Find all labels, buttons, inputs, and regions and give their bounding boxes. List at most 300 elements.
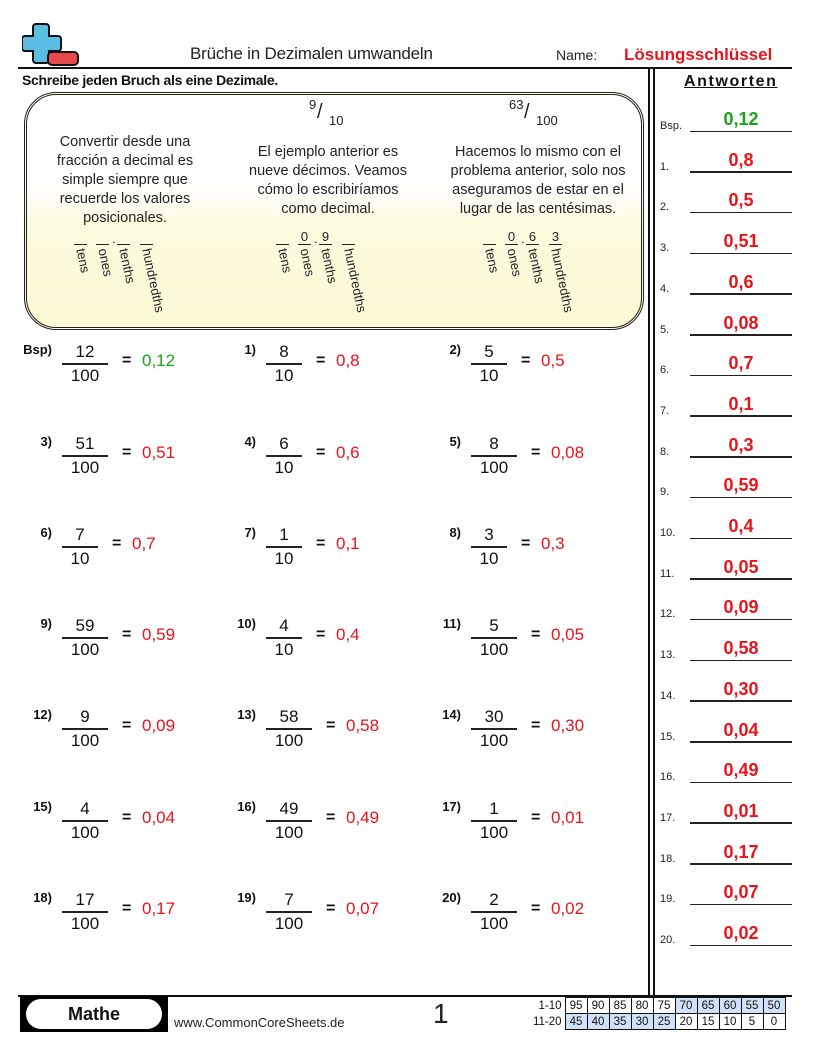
- answer-label: 20.: [660, 934, 676, 946]
- problem-number: 20): [442, 890, 461, 905]
- denominator: 100: [70, 365, 100, 385]
- denominator: 100: [274, 730, 304, 750]
- tens-slot: [276, 229, 289, 245]
- denominator: 100: [479, 639, 509, 659]
- denominator: 10: [70, 548, 90, 568]
- fraction: [62, 799, 108, 843]
- fraction: [62, 707, 108, 751]
- score-cell: 35: [609, 1014, 631, 1030]
- score-cell: 15: [697, 1014, 719, 1030]
- answer-value: 0,01: [551, 808, 585, 827]
- score-cell: 0: [763, 1014, 785, 1030]
- answer-label: 1.: [660, 160, 670, 173]
- answer-label: 3.: [660, 242, 670, 255]
- answer-value: 0,30: [723, 678, 759, 699]
- answer-value: 0,51: [723, 231, 759, 252]
- score-cell: 60: [719, 998, 741, 1014]
- answer-value: 0,09: [142, 716, 176, 735]
- fraction: [62, 890, 108, 934]
- fraction-slash: /: [317, 101, 323, 123]
- answer-value: 0,04: [723, 719, 759, 740]
- fraction-bar: [62, 911, 108, 913]
- fraction-bar: [62, 728, 108, 730]
- score-table: [525, 997, 786, 1030]
- fraction: [266, 434, 302, 478]
- fraction-bar: [62, 363, 108, 365]
- fraction: [62, 434, 108, 478]
- explanation-column-3: [436, 143, 640, 219]
- equals-sign: =: [531, 444, 541, 461]
- problem-number: 2): [449, 342, 461, 357]
- problem-number: 5): [449, 434, 461, 449]
- column-divider: [648, 68, 650, 996]
- score-row-label: 11-20: [532, 1015, 562, 1028]
- fraction-slash: /: [524, 101, 530, 123]
- answer-value: 0,05: [551, 625, 585, 644]
- tenths-label: tenths: [116, 247, 139, 285]
- tens-label: tens: [73, 247, 94, 275]
- answer-value: 0,6: [336, 443, 360, 462]
- fraction-bar: [471, 820, 517, 822]
- answer-value: 0,7: [728, 353, 754, 374]
- answer-value: 0,58: [346, 716, 380, 735]
- decimal-point: .: [521, 231, 525, 246]
- answer-line: [690, 945, 792, 947]
- fraction-bar: [266, 546, 302, 548]
- score-cell: 50: [763, 998, 785, 1014]
- problem-number: 12): [33, 707, 52, 722]
- text-line: recuerde los valores: [59, 191, 191, 207]
- subject-badge: Mathe: [26, 999, 162, 1029]
- equals-sign: =: [316, 535, 326, 552]
- fraction-bar: [266, 363, 302, 365]
- denominator: 100: [70, 457, 100, 477]
- score-cell: 10: [719, 1014, 741, 1030]
- answer-line: [690, 253, 792, 255]
- answer-row: [660, 338, 792, 378]
- problem-number: 13): [237, 707, 256, 722]
- answer-row: [660, 827, 792, 867]
- fraction-bar: [266, 911, 312, 913]
- answer-row: [660, 745, 792, 785]
- text-line: Convertir desde una: [59, 134, 191, 150]
- answer-value: 0,7: [132, 534, 156, 553]
- fraction-denominator: 10: [329, 113, 344, 128]
- fraction-bar: [471, 911, 517, 913]
- answer-value: 0,30: [551, 716, 585, 735]
- answer-line: [690, 375, 792, 377]
- ones-slot: [96, 229, 109, 245]
- denominator: 100: [70, 730, 100, 750]
- equals-sign: =: [531, 900, 541, 917]
- denominator: 100: [70, 639, 100, 659]
- denominator: 100: [479, 457, 509, 477]
- fraction-bar: [266, 637, 302, 639]
- numerator: 5: [489, 616, 499, 635]
- answer-line: [690, 782, 792, 784]
- answer-label: 15.: [660, 730, 676, 743]
- text-line: simple siempre que: [62, 172, 188, 188]
- fraction: [471, 342, 507, 386]
- answer-label: 18.: [660, 852, 676, 865]
- answer-label: 5.: [660, 323, 670, 336]
- answer-value: 0,59: [142, 625, 176, 644]
- equals-sign: =: [122, 352, 132, 369]
- score-cell: 75: [653, 998, 675, 1014]
- answer-value: 0,4: [728, 516, 754, 536]
- fraction-numerator: 9: [309, 97, 317, 112]
- fraction: [471, 890, 517, 934]
- text-line: nueve décimos. Veamos: [249, 163, 407, 179]
- problem-number: 10): [237, 616, 256, 631]
- hundredths-slot: [342, 229, 355, 245]
- ones-slot: 0: [298, 229, 311, 245]
- answer-value: 0,04: [142, 808, 176, 827]
- text-line: como decimal.: [281, 201, 375, 217]
- fraction: [266, 342, 302, 386]
- answer-label: Bsp.: [660, 120, 683, 132]
- equals-sign: =: [122, 444, 132, 461]
- answer-row: [660, 542, 792, 582]
- explanation-text: [25, 133, 225, 228]
- answer-label: 10.: [660, 527, 676, 539]
- problem-number: 16): [237, 799, 256, 814]
- answer-line: [690, 334, 792, 336]
- answer-line: [690, 171, 792, 173]
- numerator: 8: [489, 434, 499, 453]
- answer-label: 13.: [660, 649, 676, 662]
- equals-sign: =: [122, 809, 132, 826]
- answer-value: 0,08: [551, 443, 585, 462]
- answer-value: 0,8: [336, 351, 360, 370]
- score-row-1-10: [525, 998, 785, 1014]
- tenths-slot: 6: [526, 229, 539, 245]
- explanation-text: [228, 143, 428, 219]
- fraction-numerator: 63: [509, 97, 524, 112]
- denominator: 100: [70, 913, 100, 933]
- answer-label: 2.: [660, 201, 670, 214]
- problem-number: 17): [442, 799, 461, 814]
- equals-sign: =: [122, 717, 132, 734]
- fraction-bar: [471, 728, 517, 730]
- fraction: [62, 616, 108, 660]
- decimal-point: .: [112, 231, 116, 246]
- equals-sign: =: [531, 626, 541, 643]
- problem-number: 19): [237, 890, 256, 905]
- answer-value: 0,3: [728, 434, 754, 455]
- score-cell: 65: [697, 998, 719, 1014]
- answer-value: 0,1: [728, 393, 754, 414]
- answer-value: 0,49: [346, 808, 380, 827]
- answer-value: 0,59: [723, 475, 759, 496]
- denominator: 100: [274, 822, 304, 842]
- numerator: 59: [75, 616, 95, 635]
- denominator: 100: [479, 913, 509, 933]
- answer-label: 7.: [660, 404, 670, 417]
- answer-value: 0,02: [723, 923, 759, 943]
- fraction: [62, 525, 98, 569]
- answer-line: [690, 741, 792, 743]
- answer-value: 0,08: [723, 312, 759, 333]
- answer-line: [690, 131, 792, 133]
- fraction: [471, 525, 507, 569]
- score-cell: 30: [631, 1014, 653, 1030]
- problem-number: 8): [449, 525, 461, 540]
- numerator: 3: [484, 525, 494, 544]
- problem-number: 4): [244, 434, 256, 449]
- problem-number: 6): [40, 525, 52, 540]
- ones-label: ones: [297, 247, 318, 278]
- answer-row: [660, 908, 792, 948]
- problem-number: 18): [33, 890, 52, 905]
- answer-value: 0,12: [723, 109, 759, 129]
- answer-row: [660, 257, 792, 297]
- text-line: El ejemplo anterior es: [257, 144, 399, 160]
- numerator: 2: [489, 890, 499, 909]
- equals-sign: =: [316, 444, 326, 461]
- hundredths-label: hundredths: [341, 247, 370, 314]
- score-row-11-20: [525, 1014, 785, 1030]
- answer-value: 0,51: [142, 443, 176, 462]
- numerator: 9: [80, 707, 90, 726]
- explanation-box: [24, 92, 644, 330]
- worksheet-title: Brüche in Dezimalen umwandeln: [190, 44, 433, 63]
- answer-row: [660, 175, 792, 215]
- answer-line: [690, 212, 792, 214]
- answer-row: [660, 786, 792, 826]
- problem-number: 9): [40, 616, 52, 631]
- numerator: 7: [75, 525, 85, 544]
- answer-row: [660, 420, 792, 460]
- numerator: 58: [279, 707, 299, 726]
- text-line: cómo lo escribiríamos: [257, 182, 399, 198]
- answer-line: [690, 538, 792, 540]
- numerator: 17: [75, 890, 95, 909]
- answer-label: 6.: [660, 364, 670, 377]
- equals-sign: =: [316, 626, 326, 643]
- score-cell: 25: [653, 1014, 675, 1030]
- page-number: 1: [433, 998, 449, 1029]
- fraction: [471, 707, 517, 751]
- explanation-column-1: [25, 133, 225, 228]
- answer-value: 0,5: [541, 351, 565, 370]
- answer-row: [660, 216, 792, 256]
- answer-label: 17.: [660, 811, 676, 824]
- equals-sign: =: [122, 626, 132, 643]
- fraction: [266, 799, 312, 843]
- score-cell: 20: [675, 1014, 697, 1030]
- fraction-bar: [62, 820, 108, 822]
- answer-line: [690, 863, 792, 865]
- name-label: Name:: [556, 47, 598, 63]
- answer-value: 0,5: [728, 190, 754, 211]
- fraction: [266, 616, 302, 660]
- instructions: Schreibe jeden Bruch als eine Dezimale.: [22, 72, 278, 88]
- answer-row: [660, 379, 792, 419]
- tenths-label: tenths: [525, 247, 548, 285]
- denominator: 10: [274, 639, 294, 659]
- answer-value: 0,01: [723, 800, 759, 821]
- answer-value: 0,17: [723, 841, 759, 862]
- website-link[interactable]: www.CommonCoreSheets.de: [174, 1015, 345, 1030]
- numerator: 6: [279, 434, 289, 453]
- answer-line: [690, 415, 792, 417]
- text-line: aseguramos de estar en el: [452, 182, 624, 198]
- answer-line: [690, 619, 792, 621]
- column-divider: [653, 68, 655, 996]
- answer-row: [660, 501, 792, 541]
- answer-label: 9.: [660, 486, 670, 499]
- answer-label: 4.: [660, 282, 670, 295]
- answer-value: 0,07: [346, 899, 380, 918]
- problem-number: 1): [244, 342, 256, 357]
- answer-value: 0,02: [551, 899, 585, 918]
- numerator: 4: [279, 616, 289, 635]
- answer-line: [690, 700, 792, 702]
- explanation-column-2: [228, 143, 428, 219]
- numerator: 8: [279, 342, 289, 361]
- answer-value: 0,1: [336, 534, 360, 553]
- problem-number: 3): [40, 434, 52, 449]
- answer-line: [690, 822, 792, 824]
- equals-sign: =: [521, 535, 531, 552]
- fraction-bar: [62, 455, 108, 457]
- fraction: [471, 616, 517, 660]
- tenths-label: tenths: [318, 247, 341, 285]
- answer-row: [660, 623, 792, 663]
- fraction: [266, 525, 302, 569]
- problem-number: 7): [244, 525, 256, 540]
- hundredths-slot: 3: [549, 229, 562, 245]
- answer-label: 12.: [660, 608, 676, 621]
- fraction-bar: [266, 455, 302, 457]
- score-cell: 85: [609, 998, 631, 1014]
- denominator: 100: [274, 913, 304, 933]
- score-cell: 80: [631, 998, 653, 1014]
- denominator: 100: [479, 822, 509, 842]
- answer-row: [660, 582, 792, 622]
- problem-number: Bsp): [23, 342, 52, 357]
- numerator: 30: [484, 707, 504, 726]
- ones-label: ones: [504, 247, 525, 278]
- explanation-text: [436, 143, 640, 219]
- denominator: 10: [479, 365, 499, 385]
- equals-sign: =: [531, 717, 541, 734]
- answer-value: 0,05: [723, 556, 759, 577]
- tenths-slot: 9: [319, 229, 332, 245]
- answer-line: [690, 660, 792, 662]
- text-line: problema anterior, solo nos: [450, 163, 626, 179]
- numerator: 5: [484, 342, 494, 361]
- answer-value: 0,49: [723, 760, 759, 781]
- equals-sign: =: [521, 352, 531, 369]
- hundredths-label: hundredths: [139, 247, 168, 314]
- plus-minus-logo-icon: [22, 22, 80, 68]
- numerator: 12: [75, 342, 95, 361]
- equals-sign: =: [316, 352, 326, 369]
- equals-sign: =: [531, 809, 541, 826]
- equals-sign: =: [112, 535, 122, 552]
- fraction: [471, 799, 517, 843]
- header-divider: [18, 67, 792, 69]
- fraction-bar: [471, 637, 517, 639]
- score-cell: 5: [741, 1014, 763, 1030]
- answer-row: [660, 460, 792, 500]
- ones-label: ones: [95, 247, 116, 278]
- answer-line: [690, 497, 792, 499]
- answer-value: 0,4: [336, 625, 360, 644]
- ones-slot: 0: [505, 229, 518, 245]
- name-value: Lösungsschlüssel: [624, 45, 773, 64]
- fraction-bar: [62, 546, 98, 548]
- answer-value: 0,07: [723, 882, 759, 903]
- answer-value: 0,17: [142, 899, 176, 918]
- answer-row-example: [660, 94, 792, 134]
- equals-sign: =: [122, 900, 132, 917]
- tenths-slot: [117, 229, 130, 245]
- text-line: fracción a decimal es: [56, 153, 194, 169]
- numerator: 51: [75, 434, 95, 453]
- text-line: lugar de las centésimas.: [459, 201, 617, 217]
- score-cell: 95: [565, 998, 587, 1014]
- answer-value: 0,8: [728, 149, 754, 170]
- answer-value: 0,6: [728, 271, 754, 292]
- denominator: 10: [274, 457, 294, 477]
- tens-label: tens: [482, 247, 503, 275]
- answer-row: [660, 135, 792, 175]
- answer-row: [660, 664, 792, 704]
- fraction-bar: [471, 455, 517, 457]
- answer-label: 8.: [660, 445, 670, 458]
- tens-label: tens: [275, 247, 296, 275]
- numerator: 49: [279, 799, 299, 818]
- fraction-bar: [266, 728, 312, 730]
- denominator: 100: [70, 822, 100, 842]
- answer-line: [690, 578, 792, 580]
- numerator: 1: [279, 525, 289, 544]
- denominator: 10: [479, 548, 499, 568]
- score-cell: 45: [565, 1014, 587, 1030]
- score-cell: 40: [587, 1014, 609, 1030]
- answer-value: 0,09: [723, 597, 759, 618]
- numerator: 1: [489, 799, 499, 818]
- denominator: 100: [479, 730, 509, 750]
- answer-row: [660, 298, 792, 338]
- denominator: 10: [274, 548, 294, 568]
- answer-label: 11.: [660, 567, 675, 580]
- fraction-bar: [471, 363, 507, 365]
- answer-label: 16.: [660, 771, 676, 784]
- numerator: 4: [80, 799, 90, 818]
- equals-sign: =: [326, 900, 336, 917]
- numerator: 7: [284, 890, 294, 909]
- text-line: Hacemos lo mismo con el: [455, 144, 621, 160]
- tens-slot: [74, 229, 87, 245]
- decimal-point: .: [314, 231, 318, 246]
- fraction-bar: [62, 637, 108, 639]
- fraction: [471, 434, 517, 478]
- answer-value: 0,12: [142, 351, 176, 370]
- problem-number: 11): [442, 616, 461, 631]
- fraction-bar: [266, 820, 312, 822]
- answer-label: 19.: [660, 893, 676, 906]
- problem-number: 15): [33, 799, 52, 814]
- score-row-label: 1-10: [538, 999, 562, 1012]
- fraction-denominator: 100: [536, 113, 558, 128]
- fraction: [266, 707, 312, 751]
- score-cell: 90: [587, 998, 609, 1014]
- answer-value: 0,58: [723, 638, 759, 659]
